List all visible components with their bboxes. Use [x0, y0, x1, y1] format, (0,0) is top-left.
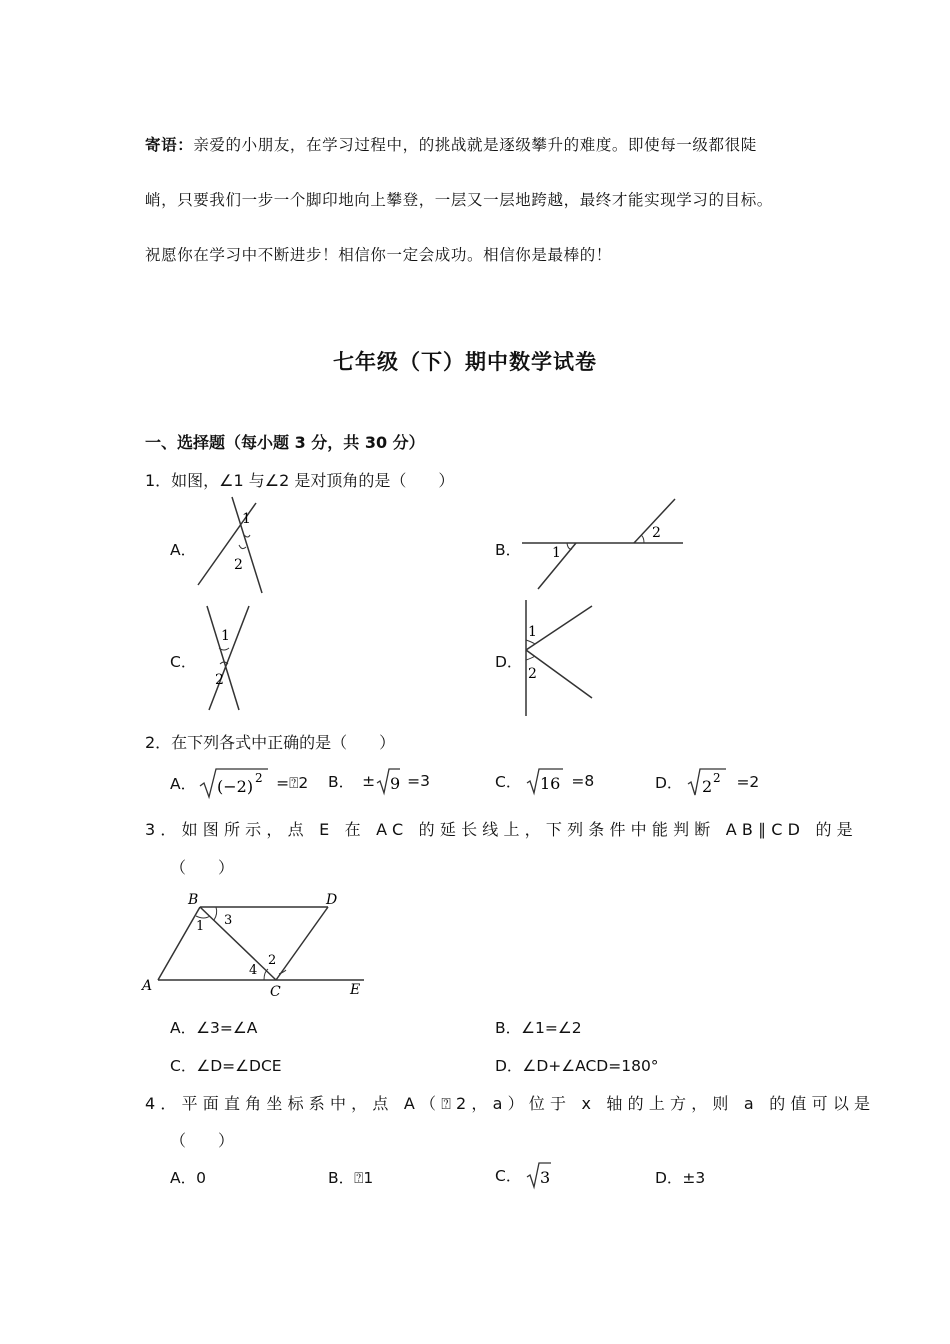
question-2-stem: 2．在下列各式中正确的是（ ） [145, 733, 396, 752]
q3-label-a: A [142, 978, 153, 994]
motto-label: 寄语： [145, 136, 194, 154]
q3-arc-3 [214, 907, 217, 920]
fig-d-label-1: 1 [528, 624, 537, 640]
q2-option-c-result: =8 [571, 772, 595, 790]
fig-c-label-2: 2 [215, 672, 224, 688]
q3-label-c: C [270, 984, 281, 998]
q2-option-a-result: =⍰2 [276, 773, 309, 792]
question-1-stem: 1．如图，∠1 与∠2 是对顶角的是（ ） [145, 471, 455, 490]
q3-option-a: A．∠3=∠A [170, 1019, 258, 1037]
q3-line-bc [200, 907, 276, 980]
q3-label-angle-2: 2 [268, 953, 277, 968]
q2-option-d-result: =2 [736, 773, 760, 791]
exam-title: 七年级（下）期中数学试卷 [333, 350, 597, 374]
q4-option-b: B．⍰1 [328, 1169, 374, 1187]
q4-option-c-radicand: 3 [540, 1168, 551, 1187]
fig-b-arc-2 [641, 535, 644, 543]
q3-option-c: C．∠D=∠DCE [170, 1057, 282, 1075]
q2-option-c-radicand: 16 [540, 774, 561, 793]
q3-label-angle-3: 3 [224, 913, 233, 928]
q4-option-a: A．0 [170, 1169, 206, 1187]
q3-option-d: D．∠D+∠ACD=180° [495, 1057, 659, 1075]
q1-figure-a [192, 495, 272, 595]
q2-option-c-label: C． [495, 773, 522, 791]
q1-figure-d [518, 598, 598, 718]
q2-option-d-exponent: 2 [713, 771, 722, 785]
q3-arc-1 [196, 916, 210, 918]
q4-option-c-label: C． [495, 1167, 522, 1185]
q2-option-c [495, 766, 594, 796]
q4-option-c-sqrt-icon [525, 1160, 553, 1190]
q1-option-c-label: C． [170, 653, 197, 671]
fig-c-line-2 [209, 606, 249, 710]
q2-option-b-result: =3 [407, 772, 430, 790]
q3-label-angle-4: 4 [249, 963, 258, 978]
fig-a-arc-2 [239, 545, 246, 549]
question-3-paren: （ ） [170, 858, 235, 877]
section-heading: 一、选择题（每小题 3 分，共 30 分） [145, 433, 425, 452]
motto-line-3: 祝愿你在学习中不断进步！相信你一定会成功。相信你是最棒的！ [145, 246, 612, 264]
question-4-stem: 4．平面直角坐标系中，点 A（⍰2，a）位于 x 轴的上方，则 a 的值可以是 [145, 1094, 876, 1113]
fig-d-arc-2 [526, 656, 535, 660]
q2-option-b-plusminus: ± [362, 772, 376, 790]
q2-option-b [328, 766, 430, 796]
q2-option-d-base: 2 [702, 777, 713, 796]
q3-line-ab [158, 907, 200, 980]
q3-label-b: B [188, 892, 199, 908]
question-3-stem: 3．如图所示，点 E 在 AC 的延长线上，下列条件中能判断 AB∥CD 的是 [145, 820, 858, 839]
q2-option-d [655, 766, 759, 798]
q1-figure-c [195, 604, 255, 712]
q1-option-a-label: A． [170, 541, 197, 559]
fig-d-label-2: 2 [528, 666, 537, 682]
q3-option-b: B．∠1=∠2 [495, 1019, 582, 1037]
q3-line-dc [276, 907, 328, 980]
q3-label-d: D [326, 892, 338, 908]
q2-option-d-label: D． [655, 774, 683, 792]
q1-option-d-label: D． [495, 653, 523, 671]
q2-option-a-sqrt-icon [198, 766, 270, 800]
q3-label-e: E [350, 982, 361, 998]
fig-c-label-1: 1 [221, 628, 230, 644]
q3-figure [138, 886, 370, 998]
q2-option-b-sqrt-icon [375, 766, 401, 796]
q2-option-a-label: A． [170, 775, 197, 793]
question-4-paren: （ ） [170, 1131, 235, 1150]
q2-option-c-sqrt-icon [525, 766, 565, 796]
q3-arc-4 [264, 969, 268, 980]
q2-option-b-radicand: 9 [390, 774, 401, 793]
q2-option-a-exponent: 2 [255, 771, 263, 785]
q3-label-angle-1: 1 [196, 919, 205, 934]
motto-line-1 [145, 133, 757, 155]
fig-a-label-2: 2 [234, 557, 243, 573]
fig-c-line-1 [207, 606, 239, 710]
fig-b-label-2: 2 [652, 525, 661, 541]
q2-option-a-radicand: (−2) [217, 777, 254, 796]
q1-option-b-label: B． [495, 541, 522, 559]
fig-b-label-1: 1 [552, 545, 561, 561]
q1-figure-b [520, 495, 685, 591]
motto-text-1: 亲爱的小朋友，在学习过程中，的挑战就是逐级攀升的难度。即使每一级都很陡 [193, 136, 757, 154]
q2-option-d-sqrt-icon [686, 766, 728, 798]
q2-option-b-label: B． [328, 773, 355, 791]
q2-option-a [170, 766, 308, 800]
q4-option-c [495, 1160, 553, 1190]
fig-d-arc-1 [526, 640, 535, 644]
motto-line-2: 峭，只要我们一步一个脚印地向上攀登，一层又一层地跨越，最终才能实现学习的目标。 [145, 191, 773, 209]
fig-a-label-1: 1 [242, 511, 251, 527]
q4-option-d: D．±3 [655, 1169, 706, 1187]
